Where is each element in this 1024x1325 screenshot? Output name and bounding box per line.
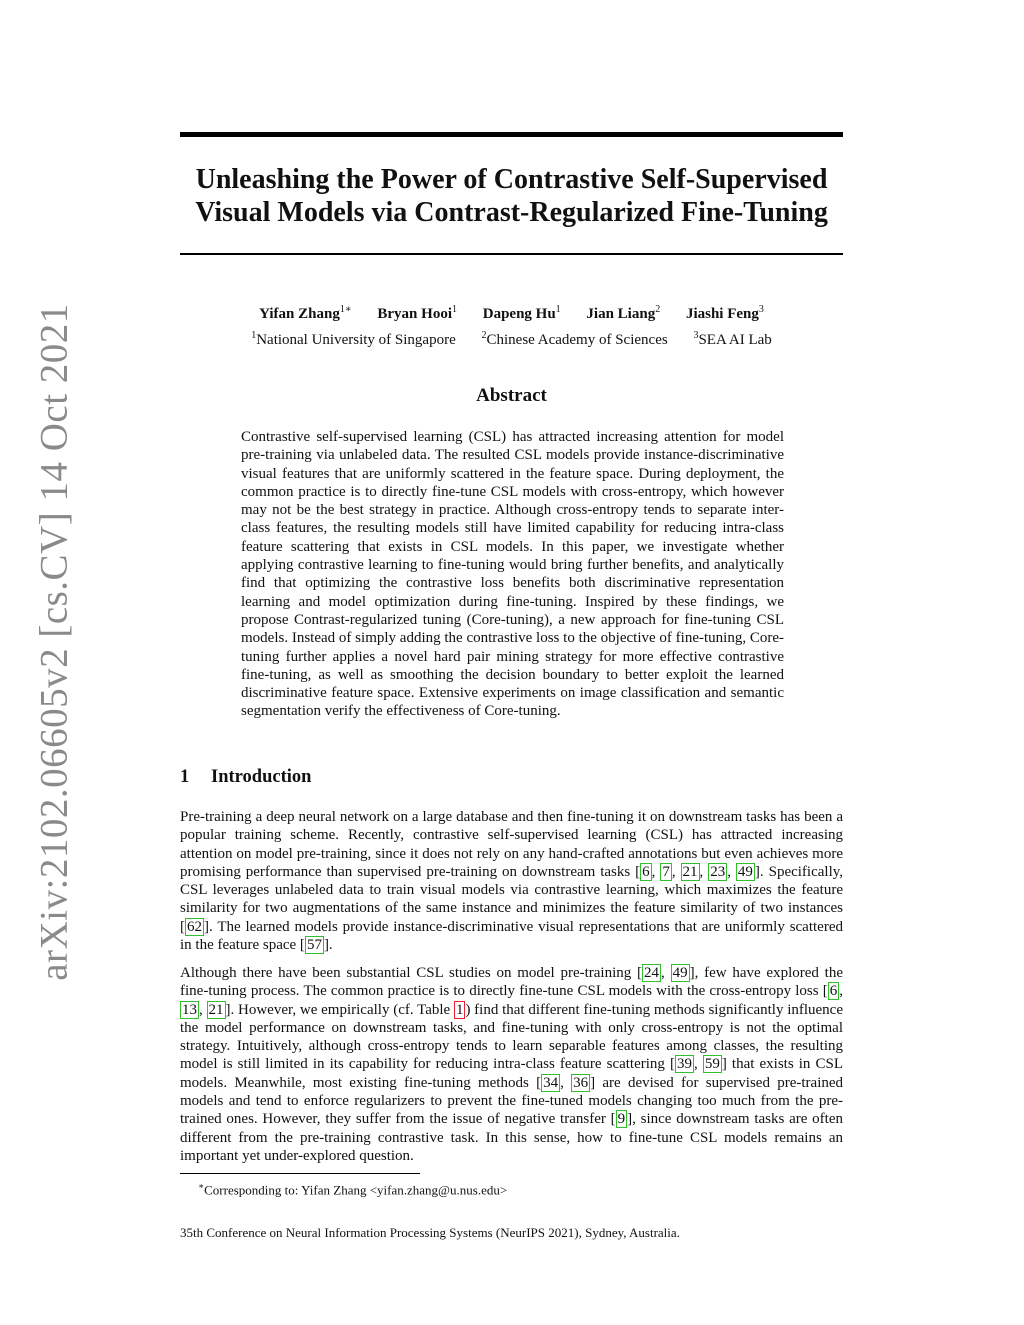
paragraph-text: ]. Specifically, CSL leverages unlabeled data to train visual models via contrastive learning, which maximizes the feature similarity for two augmentations of the same instance and minimizes the feature similarity of two instances [ bbox=[180, 863, 844, 935]
section-heading bbox=[180, 767, 843, 788]
affiliation-name: National University of Singapore bbox=[256, 332, 456, 348]
citation-link[interactable]: 6 bbox=[829, 983, 838, 1000]
paragraph-text: Pre-training a deep neural network on a large database and then fine-tuning it on downstream tasks has been a popular training scheme. Recently, contrastive self-supervised learning (CSL) has attracted increasing attention on model pre-training, since it does not rely on any hand-crafted annotations but even achieves more promising performance than supervised pre-training on downstream tasks [ bbox=[180, 809, 843, 880]
author-name: Jiashi Feng bbox=[685, 306, 759, 322]
table-reference-link[interactable]: 1 bbox=[455, 1001, 464, 1018]
citation-link[interactable]: 9 bbox=[617, 1111, 626, 1128]
citation-link[interactable]: 57 bbox=[306, 937, 322, 954]
footnote bbox=[198, 1178, 838, 1198]
citation-link[interactable]: 49 bbox=[672, 965, 688, 981]
citation-link[interactable]: 59 bbox=[704, 1056, 720, 1073]
title-top-rule bbox=[180, 132, 843, 137]
citation-link[interactable]: 39 bbox=[677, 1056, 692, 1073]
paragraph-text: ]. bbox=[323, 937, 333, 954]
affiliations bbox=[180, 325, 843, 351]
footnote-mark: ∗ bbox=[198, 1181, 205, 1191]
abstract-text: Contrastive self-supervised learning (CSL) has attracted increasing attention for model pre-training via unlabeled data. The resulted CSL models provide instance-discriminative visual features that are uniformly scattered in the feature space. During deployment, the common practice is to directly fine-tune CSL models with cross-entropy, which however may not be the best strategy in practice. Although cross-entropy tends to separate inter-class features, the resulting models still have limited capability for reducing intra-class feature scattering that exists in CSL models. In this paper, we investigate whether applying contrastive learning to fine-tuning would bring further benefits, and analytically find that optimizing the contrastive loss benefits both discriminative representation learning and model optimization during fine-tuning. Inspired by these findings, we propose Contrast-regularized tuning (Core-tuning), a new approach for fine-tuning CSL models. Instead of simply adding the contrastive loss to the objective of fine-tuning, Core-tuning further applies a novel hard pair mining strategy for more effective contrastive fine-tuning, as well as smoothing the decision boundary to better exploit the learned discriminative feature space. Extensive experiments on image classification and semantic segmentation verify the effectiveness of Core-tuning. bbox=[241, 429, 784, 720]
citation-link[interactable]: 34 bbox=[543, 1074, 559, 1091]
citation-link[interactable]: 7 bbox=[662, 863, 670, 880]
intro-paragraph-2: Although there have been substantial CSL studies on model pre-training [ 24 , 49 ], few have explored the fine-tuning process. The common practice is to directly fine-tune CSL models with the cross-entropy loss [ 6 , 13 , 21 ]. However, we empirically (cf. Table 1 ) find that different fine-tuning methods significantly influence the model performance on downstream tasks, and fine-tuning with only cross-entropy is not the optimal strategy. Intuitively, although cross-entropy tends to learn separable features among classes, the resulting model is still limited in its capability for reducing intra-class feature scattering [ 39 , 59 ] that exists in CSL models. Meanwhile, most existing fine-tuning methods [ 34 , 36 ] are devised for supervised pre-trained models and tend to enforce regularizers to prevent the fine-tuned models changing too much from the pre-trained ones. However, they suffer from the issue of negative transfer [ 9 ], since downstream tasks are often different from the pre-training contrastive task. In this sense, how to fine-tune CSL models remains an important yet under-explored question. bbox=[180, 965, 844, 1164]
author-name: Dapeng Hu bbox=[482, 306, 556, 322]
citation-link[interactable]: 6 bbox=[642, 863, 650, 880]
abstract-heading: Abstract bbox=[476, 385, 547, 406]
paragraph-text: ]. However, we empirically (cf. Table bbox=[225, 1001, 454, 1018]
author-name: Yifan Zhang bbox=[259, 306, 340, 322]
affiliation-mark: 2 bbox=[481, 330, 487, 341]
title-line-1: Unleashing the Power of Contrastive Self-Supervised bbox=[195, 164, 828, 195]
arxiv-stamp: arXiv:2102.06605v2 [cs.CV] 14 Oct 2021 bbox=[32, 303, 76, 981]
paragraph-text: ) find that different fine-tuning methods significantly influence the model performance on downstream tasks, and fine-tuning with only cross-entropy is not the optimal strategy. Intuitively, although cross-entropy tends to learn separable features among classes, the resulting model is still limited in its capability for reducing intra-class feature scattering [ bbox=[180, 1001, 843, 1073]
venue-footer: 35th Conference on Neural Information Processing Systems (NeurIPS 2021), Sydney, Australia. bbox=[180, 1225, 680, 1240]
paragraph-text: ], few have explored the fine-tuning process. The common practice is to directly fine-tune CSL models with the cross-entropy loss [ bbox=[180, 965, 844, 1000]
author-name: Bryan Hooi bbox=[377, 306, 452, 322]
citation-link[interactable]: 49 bbox=[737, 863, 753, 880]
author-mark: 1 bbox=[451, 304, 457, 315]
affiliation-mark: 1 bbox=[251, 330, 257, 341]
section-title: Introduction bbox=[211, 767, 312, 787]
citation-link[interactable]: 24 bbox=[644, 965, 660, 981]
author-name: Jian Liang bbox=[586, 306, 656, 322]
citation-link[interactable]: 13 bbox=[182, 1001, 197, 1018]
paragraph-text: ] are devised for supervised pre-trained models and tend to enforce regularizers to prevent the fine-tuned models changing too much from the pre-trained ones. However, they suffer from the issue of negative transfer [ bbox=[180, 1074, 844, 1128]
affiliation-name: Chinese Academy of Sciences bbox=[486, 332, 668, 348]
citation-link[interactable]: 62 bbox=[187, 918, 202, 935]
paragraph-text: Although there have been substantial CSL studies on model pre-training [ bbox=[180, 965, 643, 981]
paragraph-text: ]. The learned models provide instance-discriminative visual representations that are uniformly scattered in the feature space [ bbox=[180, 918, 843, 954]
author-mark: 1∗ bbox=[339, 304, 352, 315]
paragraph-text: ] that exists in CSL models. Meanwhile, most existing fine-tuning methods [ bbox=[180, 1056, 843, 1091]
affiliation-mark: 3 bbox=[693, 330, 699, 341]
author-mark: 2 bbox=[655, 304, 661, 315]
paper-title bbox=[180, 163, 843, 229]
author-block bbox=[180, 299, 843, 351]
affiliation-name: SEA AI Lab bbox=[698, 332, 772, 348]
intro-paragraph-1: Pre-training a deep neural network on a large database and then fine-tuning it on downstream tasks has been a popular training scheme. Recently, contrastive self-supervised learning (CSL) has attracted increasing attention on model pre-training, since it does not rely on any hand-crafted annotations but even achieves more promising performance than supervised pre-training on downstream tasks [ 6 , 7 , 21 , 23 , 49 ]. Specifically, CSL leverages unlabeled data to train visual models via contrastive learning, which maximizes the feature similarity for two augmentations of the same instance and minimizes the feature similarity of two instances [ 62 ]. The learned models provide instance-discriminative visual representations that are uniformly scattered in the feature space [ 57 ]. bbox=[180, 809, 844, 954]
title-line-2: Visual Models via Contrast-Regularized Fine-Tuning bbox=[195, 197, 828, 228]
author-mark: 1 bbox=[555, 304, 561, 315]
author-mark: 3 bbox=[758, 304, 764, 315]
citation-link[interactable]: 36 bbox=[573, 1074, 589, 1091]
citation-link[interactable]: 21 bbox=[682, 863, 698, 880]
paragraph-text: ], since downstream tasks are often different from the pre-training contrastive task. In this sense, how to fine-tune CSL models remains an important yet under-explored question. bbox=[180, 1111, 843, 1164]
footnote-rule bbox=[180, 1173, 420, 1174]
author-names bbox=[180, 299, 843, 325]
footnote-text: Corresponding to: Yifan Zhang <yifan.zhang@u.nus.edu> bbox=[204, 1182, 508, 1198]
citation-link[interactable]: 23 bbox=[710, 863, 726, 880]
citation-link[interactable]: 21 bbox=[208, 1001, 224, 1018]
title-bottom-rule bbox=[180, 253, 843, 255]
section-number: 1 bbox=[180, 767, 190, 787]
